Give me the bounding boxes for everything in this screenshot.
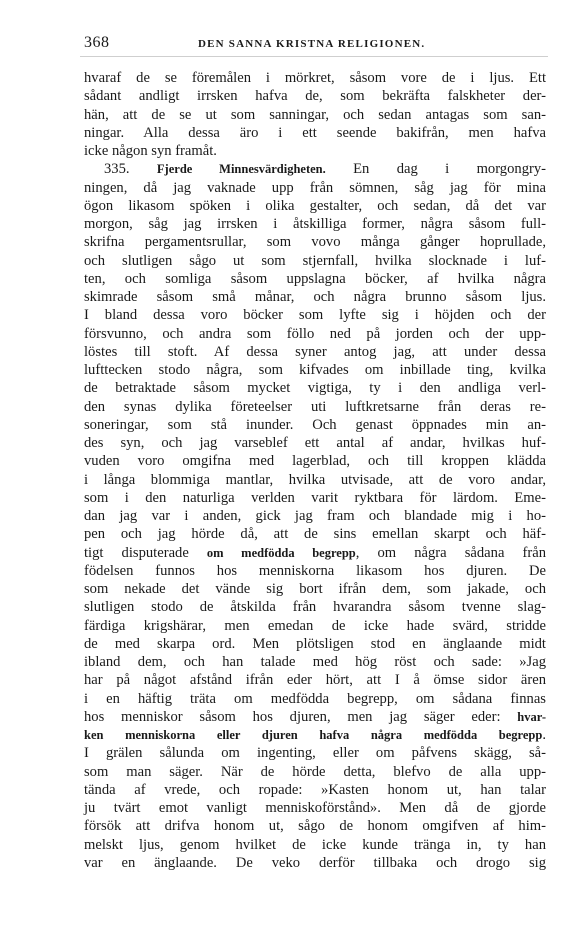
text-line bbox=[84, 379, 546, 397]
text-line bbox=[84, 781, 546, 799]
text-line bbox=[84, 233, 546, 251]
line-text: löstes till stoft. Af dessa syner antog jag, att under dessa bbox=[84, 343, 546, 360]
line-text: som nekade det vände sig bort ifrån dem, som jakade, och bbox=[84, 581, 546, 597]
line-text: ten, och somliga såsom uppslagna böcker, af hvilka några bbox=[84, 270, 546, 287]
section-heading: Fjerde Minnesvärdigheten. bbox=[156, 162, 326, 177]
text-line bbox=[84, 690, 546, 708]
text-line bbox=[84, 617, 546, 635]
line-text: sådant andligt irrsken hafva de, som bekräfta falskheter der- bbox=[84, 88, 546, 105]
line-text: skrifna pergamentsrullar, som vovo många gånger hoprullade, bbox=[84, 234, 546, 251]
text-line bbox=[84, 179, 546, 197]
line-text: icke någon syn framåt. bbox=[84, 143, 217, 159]
text-line bbox=[84, 398, 546, 416]
text-line bbox=[84, 160, 546, 178]
section-number: 335. bbox=[104, 161, 130, 178]
line-text: slutligen stodo de åtskilda från hvarandra såsom tvenne slag- bbox=[84, 599, 546, 616]
line-text: ningen, då jag vaknade upp från sömnen, såg jag för mina bbox=[84, 179, 546, 196]
text-line bbox=[84, 635, 546, 653]
line-text: tigt disputerade bbox=[84, 544, 207, 561]
line-text: ibland dem, och han talade med hög röst och sade: »Jag bbox=[84, 654, 546, 670]
line-text: En dag i morgongry- bbox=[353, 161, 547, 178]
line-text: lufttecken stodo några, som kifvades om inbillade ting, kvilka bbox=[84, 362, 546, 378]
text-line bbox=[84, 343, 546, 361]
line-text: , om några sådana från bbox=[355, 544, 547, 561]
text-line bbox=[84, 270, 546, 288]
line-text: födelsen funnos hos menniskorna likasom hos djuren. De bbox=[84, 562, 546, 579]
line-text: vuden voro omgifna med lagerblad, och till kroppen klädda bbox=[84, 453, 546, 470]
line-text: soneringar, som stå inunder. Och genast öppnades min an- bbox=[84, 416, 546, 433]
page-header bbox=[84, 34, 544, 54]
text-line bbox=[84, 434, 546, 452]
line-text: skimrade såsom små månar, och några brunno såsom ljus. bbox=[84, 289, 546, 305]
emphasized-text: hvar- bbox=[517, 709, 546, 724]
text-line bbox=[84, 653, 546, 671]
text-line bbox=[84, 197, 546, 215]
text-line bbox=[84, 87, 546, 105]
line-text: I grälen sålunda om ingenting, eller om påfvens skägg, så- bbox=[84, 745, 546, 762]
line-text: och slutligen sågo ut som stjernfall, hvilka slocknade i luf- bbox=[84, 252, 546, 269]
text-line bbox=[84, 671, 546, 689]
line-text: . bbox=[542, 727, 546, 743]
text-line bbox=[84, 288, 546, 306]
text-line bbox=[84, 799, 546, 817]
line-text: hvaraf de se föremålen i mörkret, såsom vore de i ljus. Ett bbox=[84, 70, 546, 86]
text-line bbox=[84, 306, 546, 324]
line-text: i en häftig träta om medfödda begrepp, om sådana finnas bbox=[84, 690, 546, 707]
text-line bbox=[84, 124, 546, 142]
line-text: hos menniskor såsom hos djuren, men jag säger eder: bbox=[84, 708, 518, 725]
text-line bbox=[84, 598, 546, 616]
text-line bbox=[84, 106, 546, 124]
line-text: i långa blommiga mantlar, hvilka utvisade, att de voro andar, bbox=[84, 471, 546, 488]
text-line bbox=[84, 507, 546, 525]
line-text: de med skarpa ord. Men plötsligen stod en änglaande midt bbox=[84, 635, 546, 652]
line-text: melskt ljus, genom hvilket de icke kunde tränga in, ty han bbox=[84, 836, 546, 853]
line-text: färdiga krigshärar, men emedan de icke hade svärd, stridde bbox=[84, 617, 546, 634]
text-line bbox=[84, 416, 546, 434]
text-line bbox=[84, 744, 546, 762]
line-text: morgon, såg jag irrsken i åtskilliga former, några såsom full- bbox=[84, 216, 546, 232]
emphasized-text: ken menniskorna eller djuren hafva några medfödda begrepp bbox=[84, 728, 543, 742]
line-text: den synas dylika företeelser uti luftkretsarne från deras re- bbox=[84, 398, 546, 415]
text-line bbox=[84, 142, 546, 160]
text-line bbox=[84, 544, 546, 562]
text-line bbox=[84, 471, 546, 489]
text-line bbox=[84, 708, 546, 726]
text-line bbox=[84, 489, 546, 507]
emphasized-text: om medfödda begrepp bbox=[206, 545, 356, 560]
text-line bbox=[84, 562, 546, 580]
line-text: som man säger. När de hörde detta, blefvo de alla upp- bbox=[84, 763, 546, 780]
text-line bbox=[84, 252, 546, 270]
line-text: ningar. Alla dessa äro i ett seende bakifrån, men hafva bbox=[84, 124, 546, 141]
header-rule bbox=[80, 56, 548, 57]
text-line bbox=[84, 215, 546, 233]
text-line bbox=[84, 69, 546, 87]
line-text: försvunno, och andra som föllo ned på jorden och der upp- bbox=[84, 325, 546, 342]
text-line bbox=[84, 854, 546, 872]
line-text: hän, att de se ut som sanningar, och sedan antagas som san- bbox=[84, 106, 546, 123]
text-line bbox=[84, 726, 546, 744]
text-line bbox=[84, 817, 546, 835]
line-text: pen och jag hörde då, att de sins emellan skarpt och häf- bbox=[84, 526, 546, 543]
line-text: ögon likasom spöken i olika gestalter, och sedan, då det var bbox=[84, 197, 546, 214]
line-text: des syn, och jag varseblef ett antal af andar, hvilkas huf- bbox=[84, 435, 546, 451]
line-text: ju tvärt emot vanligt menniskoförstånd». Men då de gjorde bbox=[84, 800, 546, 816]
line-text: som i den naturliga verlden varit ryktbara för lärdom. Eme- bbox=[84, 489, 546, 506]
line-text: försök att drifva honom ut, sågo de honom omgifven af him- bbox=[84, 818, 546, 835]
text-line bbox=[84, 836, 546, 854]
text-line bbox=[84, 325, 546, 343]
text-line bbox=[84, 525, 546, 543]
line-text: har på något afstånd ifrån eder hört, att I å ömse sidor ären bbox=[84, 672, 546, 689]
text-line bbox=[84, 580, 546, 598]
line-text: de betraktade såsom mycket vigtiga, ty i den andliga verl- bbox=[84, 380, 546, 397]
body-text bbox=[84, 69, 546, 872]
line-text: var en änglaande. De veko derför tillbaka och drogo sig bbox=[84, 854, 546, 871]
running-title: DEN SANNA KRISTNA RELIGIONEN. bbox=[198, 38, 426, 50]
text-line bbox=[84, 763, 546, 781]
text-line bbox=[84, 361, 546, 379]
line-text: tända af vrede, och ropade: »Kasten honom ut, han talar bbox=[84, 781, 546, 798]
line-text: dan jag var i anden, gick jag fram och blandade mig i ho- bbox=[84, 508, 546, 524]
text-line bbox=[84, 452, 546, 470]
line-text: I bland dessa voro böcker som lyfte sig i höjden och der bbox=[84, 307, 546, 324]
page-number: 368 bbox=[84, 34, 110, 51]
